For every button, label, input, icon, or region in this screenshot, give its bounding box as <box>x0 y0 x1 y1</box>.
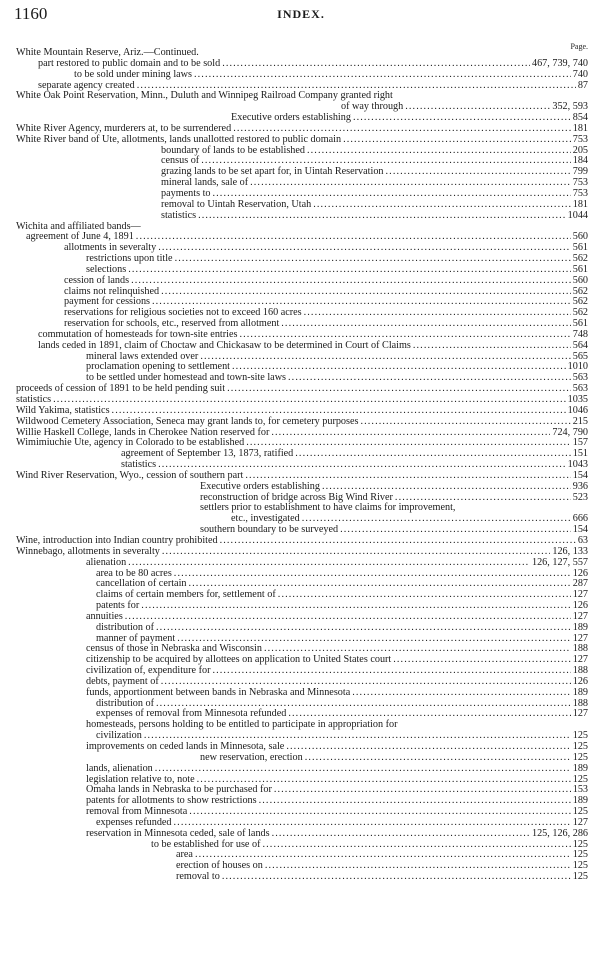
dot-leader <box>313 200 570 211</box>
index-entry-page: 753 <box>572 187 588 199</box>
dot-leader <box>156 623 571 634</box>
index-entry-text: expenses refunded <box>96 816 172 828</box>
index-entry-text: settlers prior to establishment to have claims for improvement, <box>200 502 456 514</box>
dot-leader <box>53 395 566 406</box>
index-entry-text: Wine, introduction into Indian country prohibited <box>16 534 218 546</box>
dot-leader <box>175 254 571 265</box>
index-entry-page: 126, 127, 557 <box>531 556 588 568</box>
index-entry-text: new reservation, erection <box>200 751 303 763</box>
index-entry-page: 1035 <box>567 394 588 405</box>
running-title: INDEX. <box>277 7 325 21</box>
index-entry-text: area to be 80 acres <box>96 567 172 579</box>
page-column-label: Page. <box>570 42 588 51</box>
dot-leader <box>222 59 530 70</box>
index-entry-text: selections <box>86 263 127 275</box>
index-entry-page: 467, 739, 740 <box>531 57 588 69</box>
index-entry-text: claims not relinquished <box>64 285 160 297</box>
index-entry-page: 1046 <box>567 404 588 416</box>
index-entry-page: 189 <box>572 795 588 807</box>
index-entry-text: legislation relative to, note <box>86 773 195 785</box>
index-entry-text: census of those in Nebraska and Wisconsin <box>86 643 262 655</box>
index-entry-page: 127 <box>572 632 588 644</box>
index-entry-page: 181 <box>572 122 588 134</box>
index-entry-text: cession of lands <box>64 274 130 286</box>
dot-leader <box>272 829 530 840</box>
dot-leader <box>198 211 566 222</box>
dot-leader <box>128 558 530 569</box>
index-entry-page: 666 <box>572 513 588 525</box>
index-entry-text: statistics <box>161 209 197 221</box>
index-entry <box>16 146 588 157</box>
index-entry-text: patents for <box>96 600 140 612</box>
index-entry-text: payments to <box>161 187 211 199</box>
dot-leader <box>278 590 571 601</box>
index-entry-text: to be sold under mining laws <box>74 68 192 80</box>
dot-leader <box>302 514 571 525</box>
index-entry-page: 740 <box>572 68 588 80</box>
dot-leader <box>281 319 570 330</box>
dot-leader <box>304 308 571 319</box>
index-entry-text: boundary of lands to be established <box>161 144 306 156</box>
index-entry <box>16 200 588 211</box>
index-entry-text: area <box>176 849 193 861</box>
dot-leader <box>222 872 571 883</box>
index-entry <box>16 688 588 699</box>
index-entry-page: 125 <box>572 871 588 883</box>
index-entry-text: census of <box>161 155 200 167</box>
index-entry-text: commutation of homesteads for town-site entries <box>38 328 238 340</box>
index-entry <box>16 503 588 514</box>
dot-leader <box>307 146 571 157</box>
dot-leader <box>343 135 571 146</box>
index-entry-page: 188 <box>572 665 588 677</box>
index-entry-text: restrictions upon title <box>86 253 173 265</box>
index-entry-page: 1043 <box>567 459 588 471</box>
index-entry-text: Willie Haskell College, lands in Cherokee Nation reserved for <box>16 426 270 438</box>
index-entry <box>16 70 588 81</box>
index-entry-text: White River Agency, murderers at, to be surrendered <box>16 122 232 134</box>
index-entry <box>16 417 588 428</box>
index-entry-page: 63 <box>577 534 588 546</box>
index-entry-text: distribution of <box>96 697 155 709</box>
dot-leader <box>189 807 570 818</box>
dot-leader <box>162 547 550 558</box>
dot-leader <box>271 428 550 439</box>
index-entry <box>16 872 588 883</box>
index-entry <box>16 135 588 146</box>
index-entry-text: White Oak Point Reservation, Minn., Duluth and Winnipeg Railroad Company granted right <box>16 90 393 102</box>
index-entry-text: civilization <box>96 730 142 742</box>
index-entry-text: Wild Yakima, statistics <box>16 404 110 416</box>
index-entry-page: 125 <box>572 741 588 752</box>
index-entry-page: 562 <box>572 307 588 319</box>
index-entry <box>16 91 588 102</box>
index-entry-page: 188 <box>572 697 588 709</box>
index-entry-text: removal to Uintah Reservation, Utah <box>161 198 312 210</box>
dot-leader <box>413 341 571 352</box>
index-entry-text: claims of certain members for, settlement of <box>96 589 276 601</box>
dot-leader <box>200 352 570 363</box>
index-entry-page: 563 <box>572 372 588 384</box>
index-entry-page: 126 <box>572 567 588 579</box>
index-entry-text: reconstruction of bridge across Big Wind River <box>200 491 393 503</box>
dot-leader <box>158 243 570 254</box>
index-entry <box>16 276 588 287</box>
index-entry-text: expenses of removal from Minnesota refunded <box>96 708 287 720</box>
index-entry <box>16 840 588 851</box>
index-entry-page: 287 <box>572 578 588 590</box>
index-entry-text: Omaha lands in Nebraska to be purchased for <box>86 784 272 796</box>
index-entry-text: reservations for religious societies not to exceed 160 acres <box>64 307 302 319</box>
index-entry-page: 125 <box>572 730 588 742</box>
dot-leader <box>286 742 570 753</box>
dot-leader <box>405 102 550 113</box>
dot-leader <box>161 287 571 298</box>
dot-leader <box>212 666 570 677</box>
dot-leader <box>305 753 571 764</box>
dot-leader <box>227 384 571 395</box>
index-entry-text: annuities <box>86 610 123 622</box>
index-entry-page: 189 <box>572 621 588 633</box>
index-entry-text: allotments in severalty <box>64 242 157 254</box>
index-entry-text: cancellation of certain <box>96 578 187 590</box>
index-entry <box>16 623 588 634</box>
index-entry-page: 125 <box>572 860 588 872</box>
index-entry-page: 562 <box>572 296 588 308</box>
index-entry-page: 125 <box>572 838 588 850</box>
dot-leader <box>136 232 571 243</box>
index-entry <box>16 861 588 872</box>
index-entry-text: alienation <box>86 556 127 568</box>
index-entry-text: distribution of <box>96 621 155 633</box>
dot-leader <box>131 276 571 287</box>
index-entry-text: removal from Minnesota <box>86 806 188 818</box>
dot-leader <box>263 840 571 851</box>
dot-leader <box>220 536 576 547</box>
index-entries <box>16 48 588 883</box>
index-entry-page: 127 <box>572 816 588 828</box>
index-entry-text: grazing lands to be set apart for, in Uintah Reservation <box>161 166 384 178</box>
index-entry-page: 188 <box>572 643 588 655</box>
index-entry <box>16 558 588 569</box>
index-entry <box>16 178 588 189</box>
index-entry-page: 154 <box>572 524 588 536</box>
index-entry-text: White Mountain Reserve, Ariz.—Continued. <box>16 47 199 58</box>
index-entry-page: 127 <box>572 610 588 622</box>
index-entry-text: of way through <box>341 101 404 113</box>
dot-leader <box>393 655 570 666</box>
index-entry-text: erection of houses on <box>176 860 263 872</box>
index-entry-page: 127 <box>572 589 588 601</box>
dot-leader <box>174 569 571 580</box>
index-entry-page: 565 <box>572 350 588 362</box>
index-entry-page: 184 <box>572 155 588 167</box>
index-entry-text: agreement of June 4, 1891 <box>26 231 134 243</box>
index-entry-text: White River band of Ute, allotments, lands unallotted restored to public domain <box>16 133 342 145</box>
index-entry-text: Wind River Reservation, Wyo., cession of southern part <box>16 469 244 481</box>
index-entry-text: Executive orders establishing <box>200 480 320 492</box>
index-entry-page: 523 <box>572 491 588 503</box>
index-entry-text: Wimimiuchie Ute, agency in Colorado to be established <box>16 437 245 449</box>
dot-leader <box>386 167 571 178</box>
index-entry-page: 125 <box>572 806 588 818</box>
index-entry-text: lands, alienation <box>86 762 153 774</box>
index-entry-text: removal to <box>176 871 220 883</box>
index-entry-page: 127 <box>572 654 588 666</box>
index-entry-page: 215 <box>572 415 588 427</box>
index-entry-text: payment for cessions <box>64 296 151 308</box>
index-entry-text: to be established for use of <box>151 838 261 850</box>
index-entry-page: 125 <box>572 773 588 785</box>
index-entry-text: reservation in Minnesota ceded, sale of lands <box>86 827 270 839</box>
index-entry-page: 561 <box>572 242 588 254</box>
index-entry-page: 153 <box>572 784 588 796</box>
index-entry <box>16 211 588 222</box>
index-entry-page: 560 <box>572 231 588 243</box>
index-entry <box>16 850 588 861</box>
dot-leader <box>141 601 570 612</box>
dot-leader <box>288 373 571 384</box>
index-entry-page: 560 <box>572 274 588 286</box>
index-entry-page: 125 <box>572 751 588 763</box>
index-entry-text: debts, payment of <box>86 675 159 687</box>
dot-leader <box>360 417 570 428</box>
index-entry-page: 189 <box>572 686 588 698</box>
index-entry-page: 154 <box>572 469 588 481</box>
index-entry-page: 561 <box>572 318 588 330</box>
index-entry-text: patents for allotments to show restrictions <box>86 795 257 807</box>
index-entry <box>16 829 588 840</box>
index-entry-page: 799 <box>572 166 588 178</box>
dot-leader <box>353 113 571 124</box>
index-entry-page: 151 <box>572 448 588 460</box>
index-entry-text: mineral lands, sale of <box>161 177 249 189</box>
index-entry-page: 563 <box>572 383 588 395</box>
index-entry-page: 748 <box>572 328 588 340</box>
dot-leader <box>340 525 571 536</box>
index-entry-text: reservation for schools, etc., reserved from allotment <box>64 318 280 330</box>
dot-leader <box>322 482 571 493</box>
dot-leader <box>259 796 571 807</box>
index-entry <box>16 482 588 493</box>
dot-leader <box>352 688 570 699</box>
index-entry-text: funds, apportionment between bands in Nebraska and Minnesota <box>86 686 351 698</box>
index-entry-text: southern boundary to be surveyed <box>200 524 339 536</box>
index-entry-page: 564 <box>572 339 588 351</box>
page-number: 1160 <box>14 4 48 23</box>
index-entry-text: statistics <box>121 459 157 471</box>
index-entry-page: 1010 <box>567 361 588 373</box>
dot-leader <box>265 861 571 872</box>
index-entry <box>16 167 588 178</box>
index-entry <box>16 384 588 395</box>
index-entry-page: 157 <box>572 437 588 449</box>
index-entry-text: agreement of September 13, 1873, ratified <box>121 448 294 460</box>
dot-leader <box>295 449 570 460</box>
index-entry-text: Wichita and affiliated bands— <box>16 220 141 232</box>
index-entry-page: 1044 <box>567 209 588 221</box>
index-entry-page: 126 <box>572 675 588 687</box>
index-entry-text: lands ceded in 1891, claim of Choctaw and Chickasaw to be determined in Court of Claims <box>38 339 411 351</box>
index-entry-page: 127 <box>572 708 588 720</box>
index-entry-text: proclamation opening to settlement <box>86 361 231 373</box>
index-entry-page: 562 <box>572 285 588 297</box>
index-entry <box>16 764 588 775</box>
index-entry <box>16 341 588 352</box>
index-entry-page: 562 <box>572 253 588 265</box>
dot-leader <box>125 612 571 623</box>
index-entry-text: Executive orders establishing <box>231 112 351 124</box>
index-entry-text: manner of payment <box>96 632 176 644</box>
index-entry-page: 126 <box>572 600 588 612</box>
index-entry-page: 126, 133 <box>552 545 588 557</box>
index-entry-text: etc., investigated <box>231 513 300 525</box>
index-entry-text: separate agency created <box>38 79 135 91</box>
index-entry-text: civilization of, expenditure for <box>86 665 211 677</box>
page-header <box>14 4 588 51</box>
index-entry-page: 561 <box>572 263 588 275</box>
index-entry-page: 87 <box>577 79 588 91</box>
index-entry-text: part restored to public domain and to be sold <box>38 57 221 69</box>
index-entry-page: 125, 126, 286 <box>531 827 588 839</box>
dot-leader <box>246 438 571 449</box>
dot-leader <box>274 785 571 796</box>
index-entry-page: 854 <box>572 112 588 124</box>
index-entry-text: statistics <box>16 394 52 405</box>
index-entry-page: 724, 790 <box>552 426 588 438</box>
index-entry-page: 181 <box>572 198 588 210</box>
index-entry-text: homesteads, persons holding to be entitled to participate in appropriation for <box>86 719 398 731</box>
index-entry-page: 205 <box>572 144 588 156</box>
index-entry <box>16 438 588 449</box>
dot-leader <box>250 178 571 189</box>
dot-leader <box>155 764 571 775</box>
index-entry-text: citizenship to be acquired by allottees on application to United States court <box>86 654 392 666</box>
dot-leader <box>128 265 571 276</box>
index-entry-text: mineral laws extended over <box>86 350 199 362</box>
index-entry-page: 753 <box>572 133 588 145</box>
index-entry-text: to be settled under homestead and town-site laws <box>86 372 287 384</box>
index-entry-text: Wildwood Cemetery Association, Seneca may grant lands to, for cemetery purposes <box>16 415 359 427</box>
index-entry <box>16 449 588 460</box>
index-entry-text: improvements on ceded lands in Minnesota, sale <box>86 741 285 752</box>
index-entry-page: 352, 593 <box>552 101 588 113</box>
index-entry-page: 189 <box>572 762 588 774</box>
index-entry-page: 125 <box>572 849 588 861</box>
index-entry-text: Winnebago, allotments in severalty <box>16 545 160 557</box>
dot-leader <box>194 70 571 81</box>
index-entry-page: 753 <box>572 177 588 189</box>
index-entry-text: proceeds of cession of 1891 to be held pending suit <box>16 383 226 395</box>
index-entry-page: 936 <box>572 480 588 492</box>
